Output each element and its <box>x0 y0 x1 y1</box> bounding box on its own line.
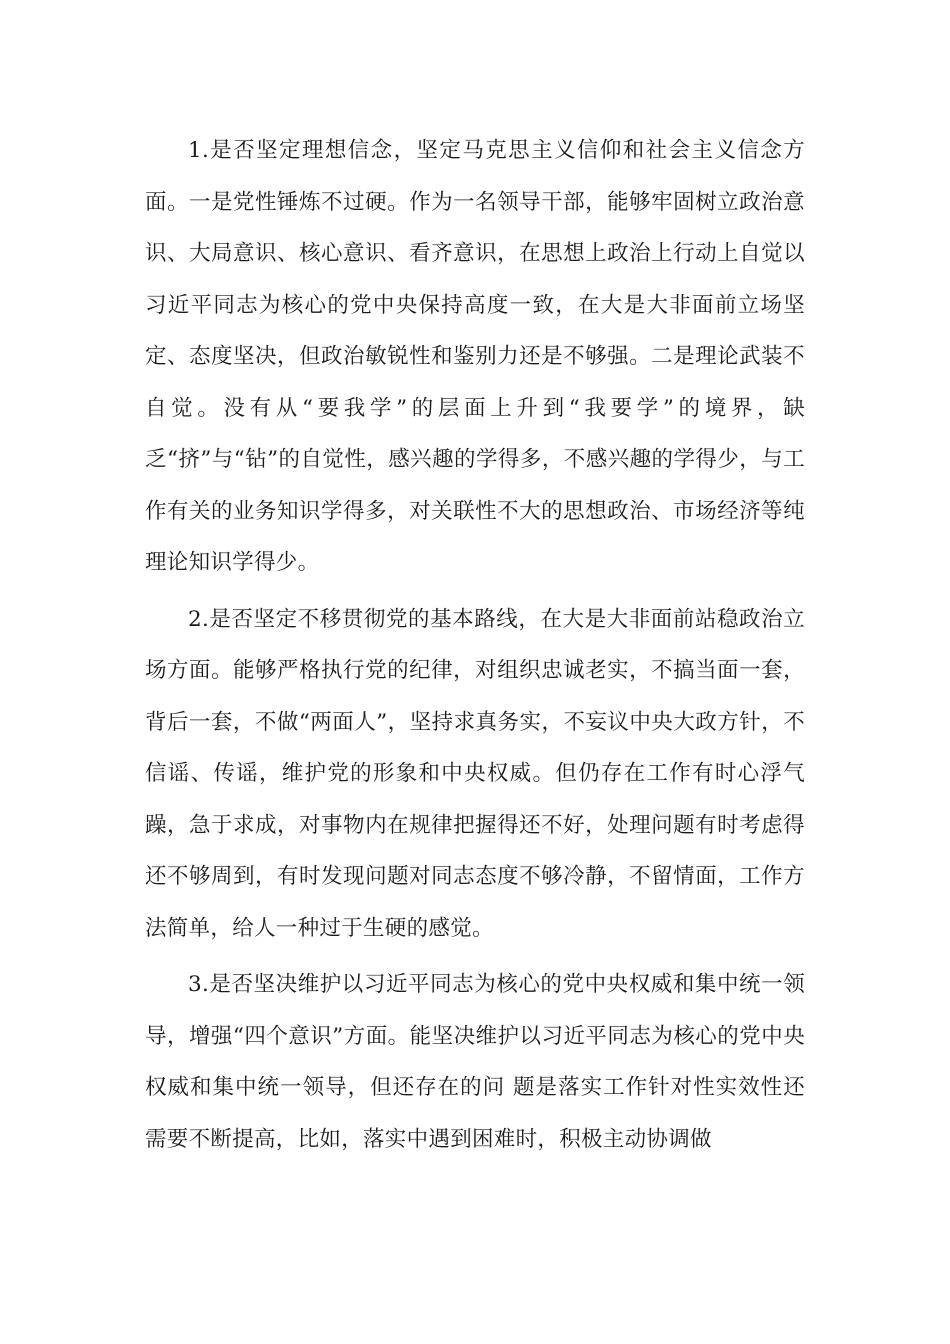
paragraph-2: 2.是否坚定不移贯彻党的基本路线，在大是大非面前站稳政治立场方面。能够严格执行党的纪律，对组织忠诚老实，不搞当面一套，背后一套，不做“两面人”，坚持求真务实，不妄议中央大政方针，不信谣、传谣，维护党的形象和中央权威。但仍存在工作有时心浮气躁，急于求成，对事物内在规律把握得还不好，处理问题有时考虑得还不够周到，有时发现问题对同志态度不够冷静，不留情面，工作方法简单，给人一种过于生硬的感觉。 <box>145 606 805 941</box>
document-body <box>145 125 805 1170</box>
paragraph-3: 3.是否坚决维护以习近平同志为核心的党中央权威和集中统一领导，增强“四个意识”方面。能坚决维护以习近平同志为核心的党中央权威和集中统一领导，但还存在的问 题是落实工作针对性实效性还需要不断提高，比如，落实中遇到困难时，积极主动协调做 <box>145 972 805 1152</box>
paragraph-1: 1.是否坚定理想信念，坚定马克思主义信仰和社会主义信念方面。一是党性锤炼不过硬。作为一名领导干部，能够牢固树立政治意识、大局意识、核心意识、看齐意识，在思想上政治上行动上自觉以习近平同志为核心的党中央保持高度一致，在大是大非面前立场坚定、态度坚决，但政治敏锐性和鉴别力还是不够强。二是理论武装不自觉。没有从“要我学”的层面上升到“我要学”的境界，缺乏“挤”与“钻”的自觉性，感兴趣的学得多，不感兴趣的学得少，与工作有关的业务知识学得多，对关联性不大的思想政治、市场经济等纯理论知识学得少。 <box>145 138 805 575</box>
